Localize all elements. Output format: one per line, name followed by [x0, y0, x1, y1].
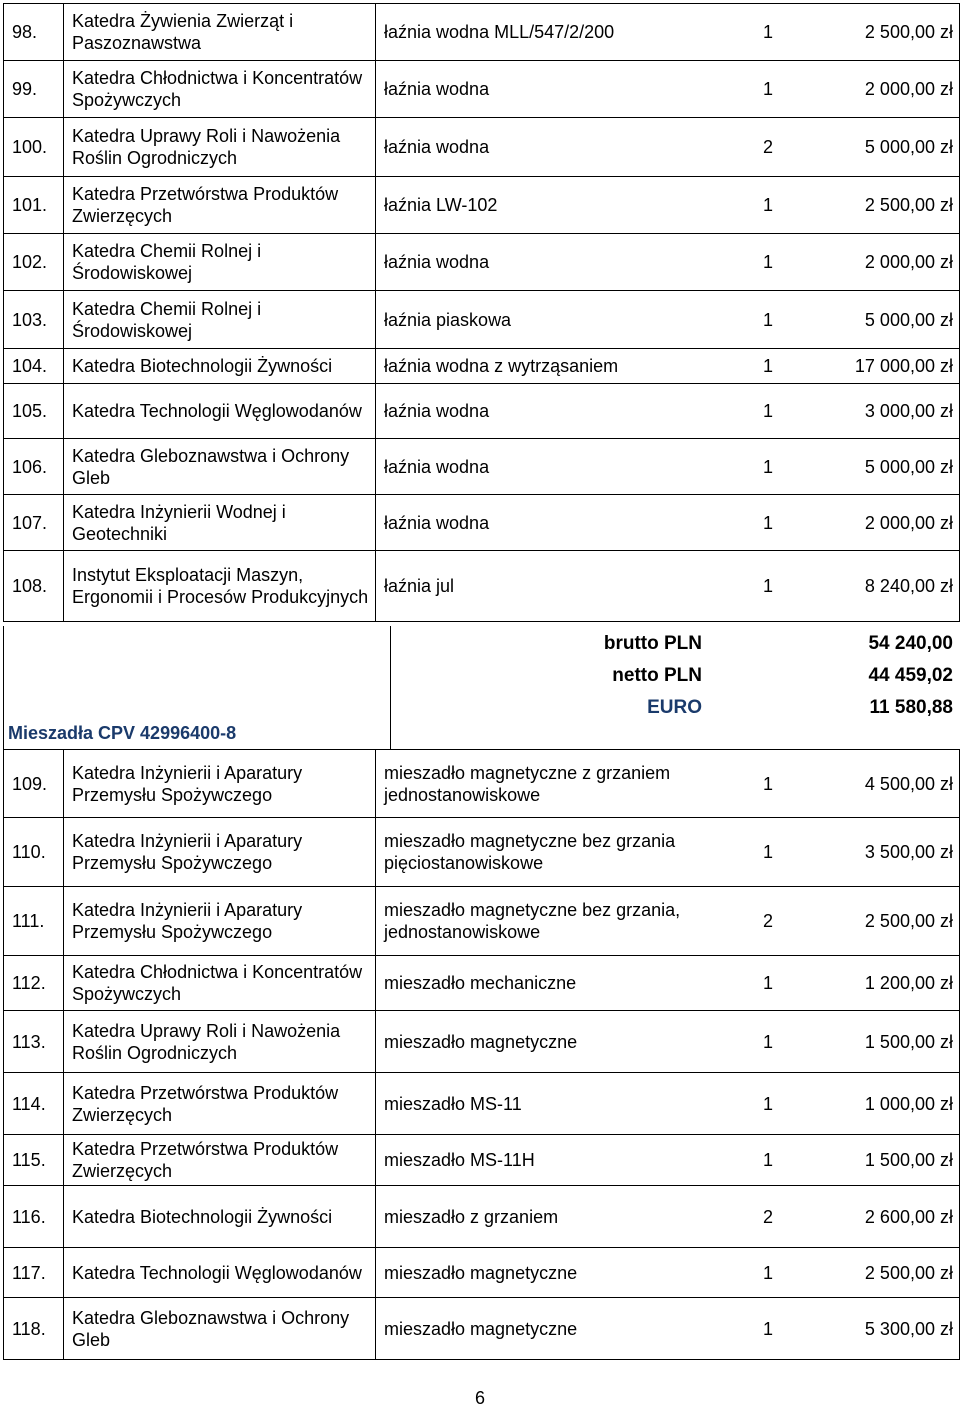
item-cell — [376, 439, 960, 495]
item-cell — [376, 234, 960, 291]
item-cell — [376, 4, 960, 61]
item-content — [384, 355, 953, 377]
item-name: łaźnia wodna — [384, 137, 490, 157]
item-cell — [376, 291, 960, 349]
item-quantity: 1 — [763, 576, 774, 596]
item-name: łaźnia wodna — [384, 401, 490, 421]
row-number: 103. — [4, 291, 64, 349]
table-row — [4, 61, 960, 118]
item-content — [384, 21, 953, 43]
item-content — [384, 1262, 953, 1284]
item-content — [384, 762, 953, 806]
item-name: mieszadło magnetyczne — [384, 1031, 578, 1052]
item-name: mieszadło magnetyczne bez grzania pięciostanowiskowe — [384, 831, 676, 873]
brutto-value: 54 240,00 — [868, 633, 953, 654]
row-number: 110. — [4, 818, 64, 887]
item-cell — [376, 1073, 960, 1135]
department-cell: Katedra Chłodnictwa i Koncentratów Spożywczych — [64, 956, 376, 1011]
item-quantity: 1 — [763, 356, 774, 376]
table-row — [4, 177, 960, 234]
item-name: mieszadło MS-11 — [384, 1093, 522, 1114]
item-price: 5 000,00 zł — [864, 456, 953, 477]
table-body — [4, 750, 960, 1360]
equipment-table-stirrers — [3, 749, 960, 1360]
item-name: mieszadło magnetyczne — [384, 1262, 578, 1283]
table-row — [4, 1011, 960, 1073]
department-cell: Katedra Przetwórstwa Produktów Zwierzęcych — [64, 1073, 376, 1135]
item-name: łaźnia wodna MLL/547/2/200 — [384, 22, 615, 42]
item-content — [384, 309, 953, 331]
item-price: 2 600,00 zł — [864, 1206, 953, 1227]
price-summary — [390, 625, 960, 720]
row-number: 109. — [4, 750, 64, 818]
item-name: łaźnia jul — [384, 576, 455, 596]
table-row — [4, 818, 960, 887]
item-cell — [376, 1011, 960, 1073]
item-price: 1 000,00 zł — [864, 1093, 953, 1114]
item-quantity: 1 — [763, 973, 774, 993]
department-cell: Katedra Chemii Rolnej i Środowiskowej — [64, 291, 376, 349]
netto-label: netto PLN — [612, 665, 702, 686]
item-quantity: 2 — [763, 1206, 774, 1227]
item-quantity: 1 — [763, 456, 774, 477]
department-cell: Katedra Inżynierii i Aparatury Przemysłu Spożywczego — [64, 750, 376, 818]
table-row — [4, 1186, 960, 1248]
item-cell — [376, 118, 960, 177]
row-number: 108. — [4, 551, 64, 622]
item-cell — [376, 750, 960, 818]
item-quantity: 1 — [763, 1262, 774, 1283]
department-cell: Katedra Chłodnictwa i Koncentratów Spożywczych — [64, 61, 376, 118]
item-cell — [376, 818, 960, 887]
row-number: 111. — [4, 887, 64, 956]
table-row — [4, 887, 960, 956]
item-price: 8 240,00 zł — [864, 576, 953, 596]
row-number: 104. — [4, 349, 64, 384]
row-number: 99. — [4, 61, 64, 118]
item-cell — [376, 956, 960, 1011]
row-number: 107. — [4, 495, 64, 551]
item-quantity: 1 — [763, 1318, 774, 1339]
department-cell: Katedra Chemii Rolnej i Środowiskowej — [64, 234, 376, 291]
row-number: 100. — [4, 118, 64, 177]
item-price: 5 000,00 zł — [864, 137, 953, 157]
item-price: 5 000,00 zł — [864, 309, 953, 330]
department-cell: Katedra Technologii Węglowodanów — [64, 1248, 376, 1298]
item-cell — [376, 1135, 960, 1186]
item-quantity: 1 — [763, 22, 774, 42]
item-quantity: 1 — [763, 842, 774, 862]
item-price: 4 500,00 zł — [864, 773, 953, 794]
item-price: 2 000,00 zł — [864, 79, 953, 99]
table-row — [4, 439, 960, 495]
item-price: 17 000,00 zł — [854, 356, 953, 376]
department-cell: Katedra Biotechnologii Żywności — [64, 349, 376, 384]
item-name: mieszadło z grzaniem — [384, 1206, 559, 1227]
table-row — [4, 1248, 960, 1298]
table-row — [4, 4, 960, 61]
item-cell — [376, 551, 960, 622]
netto-value: 44 459,02 — [868, 665, 953, 686]
table-row — [4, 384, 960, 439]
item-content — [384, 194, 953, 216]
table-row — [4, 1073, 960, 1135]
item-cell — [376, 177, 960, 234]
row-number: 118. — [4, 1298, 64, 1360]
row-number: 114. — [4, 1073, 64, 1135]
item-content — [384, 1093, 953, 1115]
item-content — [384, 251, 953, 273]
item-name: łaźnia wodna z wytrząsaniem — [384, 356, 619, 376]
item-quantity: 1 — [763, 512, 774, 533]
department-cell: Katedra Przetwórstwa Produktów Zwierzęcych — [64, 1135, 376, 1186]
item-name: mieszadło magnetyczne — [384, 1318, 578, 1339]
item-quantity: 1 — [763, 773, 774, 794]
table-row — [4, 1298, 960, 1360]
item-content — [384, 136, 953, 158]
table-row — [4, 551, 960, 622]
item-name: łaźnia wodna — [384, 252, 490, 272]
item-cell — [376, 495, 960, 551]
item-price: 2 500,00 zł — [864, 22, 953, 42]
item-cell — [376, 1186, 960, 1248]
item-price: 1 500,00 zł — [864, 1150, 953, 1170]
department-cell: Katedra Żywienia Zwierząt i Paszoznawstwa — [64, 4, 376, 61]
row-number: 116. — [4, 1186, 64, 1248]
item-price: 2 000,00 zł — [864, 512, 953, 533]
page-number: 6 — [474, 1388, 485, 1408]
item-name: mieszadło magnetyczne bez grzania, jednostanowiskowe — [384, 900, 681, 942]
item-content — [384, 1206, 953, 1228]
table-row — [4, 234, 960, 291]
row-number: 106. — [4, 439, 64, 495]
item-name: mieszadło mechaniczne — [384, 973, 577, 993]
row-number: 113. — [4, 1011, 64, 1073]
item-quantity: 1 — [763, 309, 774, 330]
item-content — [384, 456, 953, 478]
item-price: 5 300,00 zł — [864, 1318, 953, 1339]
item-price: 1 500,00 zł — [864, 1031, 953, 1052]
department-cell: Katedra Technologii Węglowodanów — [64, 384, 376, 439]
item-price: 2 500,00 zł — [864, 911, 953, 931]
item-name: mieszadło MS-11H — [384, 1150, 535, 1170]
item-quantity: 1 — [763, 252, 774, 272]
item-price: 3 500,00 zł — [864, 842, 953, 862]
row-number: 115. — [4, 1135, 64, 1186]
item-content — [384, 1031, 953, 1053]
row-number: 105. — [4, 384, 64, 439]
item-cell — [376, 61, 960, 118]
item-cell — [376, 1248, 960, 1298]
item-content — [384, 1149, 953, 1171]
department-cell: Instytut Eksploatacji Maszyn, Ergonomii i Procesów Produkcyjnych — [64, 551, 376, 622]
item-name: łaźnia wodna — [384, 79, 490, 99]
section-title: Mieszadła CPV 42996400-8 — [8, 723, 237, 743]
table-row — [4, 118, 960, 177]
euro-value: 11 580,88 — [869, 697, 953, 718]
equipment-table-baths — [3, 3, 960, 622]
table-row — [4, 750, 960, 818]
item-quantity: 1 — [763, 1093, 774, 1114]
item-price: 2 500,00 zł — [864, 195, 953, 215]
table-row — [4, 495, 960, 551]
department-cell: Katedra Gleboznawstwa i Ochrony Gleb — [64, 1298, 376, 1360]
item-quantity: 1 — [763, 195, 774, 215]
item-name: łaźnia wodna — [384, 456, 490, 477]
row-number: 101. — [4, 177, 64, 234]
department-cell: Katedra Inżynierii i Aparatury Przemysłu Spożywczego — [64, 887, 376, 956]
department-cell: Katedra Uprawy Roli i Nawożenia Roślin Ogrodniczych — [64, 118, 376, 177]
item-name: mieszadło magnetyczne z grzaniem jednostanowiskowe — [384, 762, 671, 805]
item-content — [384, 575, 953, 597]
item-content — [384, 400, 953, 422]
brutto-label: brutto PLN — [603, 633, 702, 654]
item-content — [384, 78, 953, 100]
item-content — [384, 972, 953, 994]
table-row — [4, 1135, 960, 1186]
item-price: 2 500,00 zł — [864, 1262, 953, 1283]
row-number: 102. — [4, 234, 64, 291]
department-cell: Katedra Gleboznawstwa i Ochrony Gleb — [64, 439, 376, 495]
department-cell: Katedra Przetwórstwa Produktów Zwierzęcych — [64, 177, 376, 234]
item-quantity: 1 — [763, 1031, 774, 1052]
table-body — [4, 4, 960, 622]
item-name: łaźnia piaskowa — [384, 309, 512, 330]
item-content — [384, 899, 953, 943]
item-price: 3 000,00 zł — [864, 401, 953, 421]
euro-label: EURO — [647, 697, 702, 718]
department-cell: Katedra Uprawy Roli i Nawożenia Roślin Ogrodniczych — [64, 1011, 376, 1073]
item-cell — [376, 887, 960, 956]
item-quantity: 1 — [763, 401, 774, 421]
department-cell: Katedra Inżynierii Wodnej i Geotechniki — [64, 495, 376, 551]
item-cell — [376, 384, 960, 439]
item-quantity: 1 — [763, 1150, 774, 1170]
table-row — [4, 956, 960, 1011]
item-price: 2 000,00 zł — [864, 252, 953, 272]
item-content — [384, 1318, 953, 1340]
row-number: 112. — [4, 956, 64, 1011]
item-quantity: 2 — [763, 137, 774, 157]
table-row — [4, 349, 960, 384]
row-number: 98. — [4, 4, 64, 61]
item-name: łaźnia LW-102 — [384, 195, 498, 215]
item-cell — [376, 349, 960, 384]
item-quantity: 1 — [763, 79, 774, 99]
table-row — [4, 291, 960, 349]
item-name: łaźnia wodna — [384, 512, 490, 533]
item-content — [384, 512, 953, 534]
department-cell: Katedra Inżynierii i Aparatury Przemysłu Spożywczego — [64, 818, 376, 887]
row-number: 117. — [4, 1248, 64, 1298]
item-price: 1 200,00 zł — [864, 973, 953, 993]
item-content — [384, 830, 953, 874]
department-cell: Katedra Biotechnologii Żywności — [64, 1186, 376, 1248]
item-quantity: 2 — [763, 911, 774, 931]
item-cell — [376, 1298, 960, 1360]
